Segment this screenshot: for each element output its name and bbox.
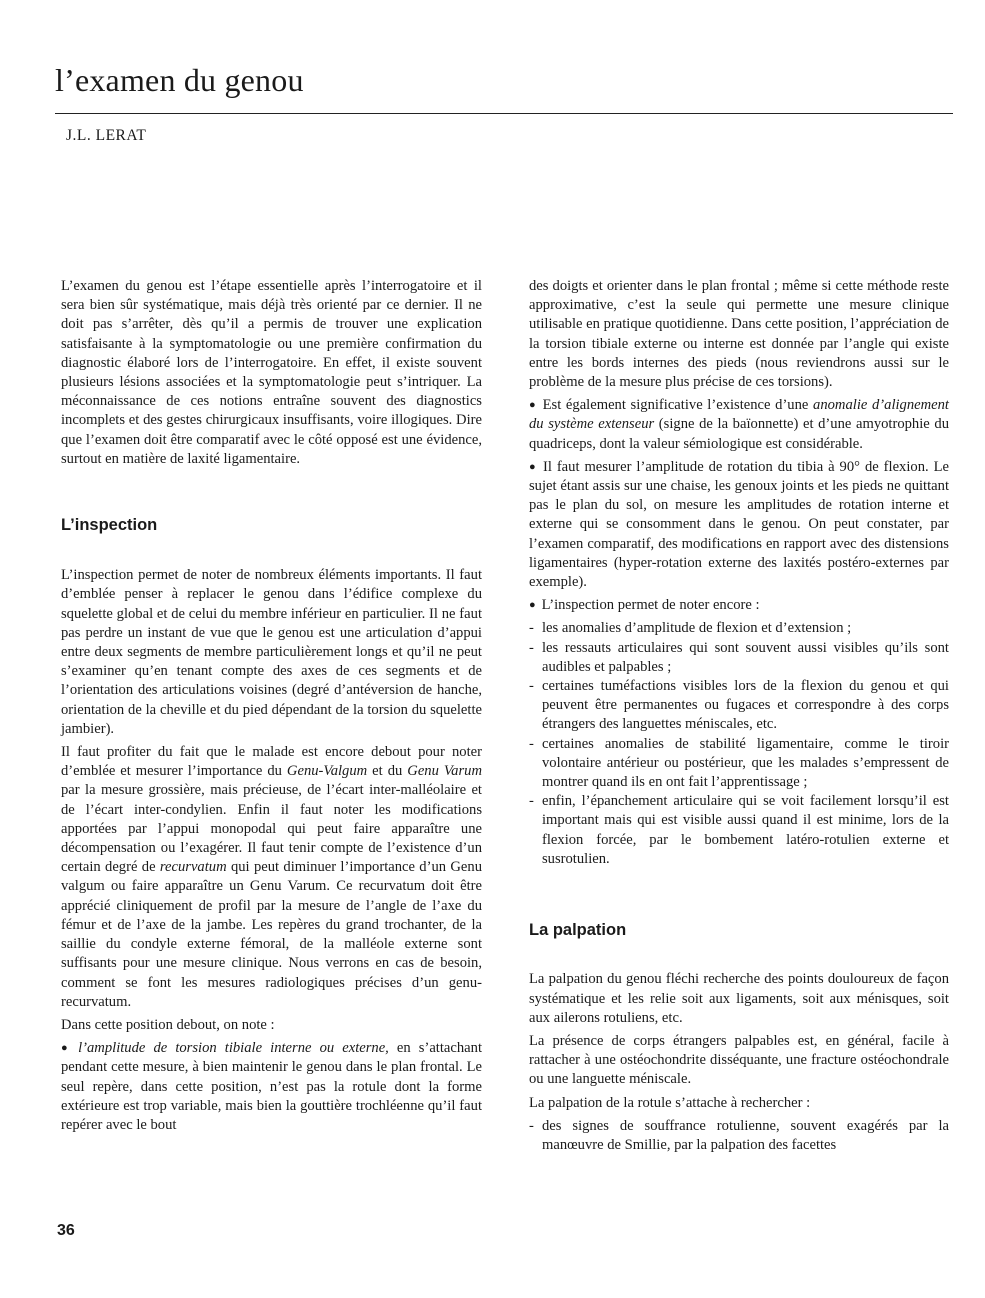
inspection-paragraph-3: Dans cette position debout, on note :	[61, 1016, 275, 1033]
palpation-paragraph-3: La palpation de la rotule s’attache à rechercher :	[529, 1094, 811, 1111]
title-rule	[55, 113, 953, 114]
palpation-paragraph-1: La palpation du genou fléchi recherche des points douloureux de façon systématique et les relie soit aux ligaments, soit aux ménisques, soit aux ailerons rotuliens, etc.	[529, 971, 949, 1026]
inspection-list	[529, 619, 949, 869]
inspection-paragraph-2: Il faut profiter du fait que le malade est encore debout pour noter d’emblée et mesurer l’importance du Genu-Valgum et du Genu Varum par la mesure grossière, mais précieuse, de l’écart inter-malléolaire et de l’écart inter-condylien. Enfin il faut noter les modifications apportées par l’appui monopodal qui peut faire apparaître une décompensation ou l’exagérer. Il faut tenir compte de l’existence d’un certain degré de recurvatum qui peut diminuer l’importance d’un Genu valgum ou faire apparaître un Genu Varum. Ce recurvatum doit être apprécié cliniquement de profil par la mesure de l’angle de l’axe du fémur et de l’axe de la jambe. Les repères du grand trochanter, de la saillie du condyle externe fémoral, de la malléole externe sont suffisants pour une mesure clinique. Nous verrons en cas de besoin, comment se font les mesures radiologiques précises d’un genu-recurvatum.	[61, 744, 483, 1010]
list-item: - les ressauts articulaires qui sont souvent aussi visibles qu’ils sont audibles et palpables ;	[529, 639, 949, 677]
left-column	[61, 277, 482, 1139]
list-item: - des signes de souffrance rotulienne, souvent exagérés par la manœuvre de Smillie, par la palpation des facettes	[529, 1117, 949, 1155]
intro-paragraph: L’examen du genou est l’étape essentielle après l’interrogatoire et il sera bien sûr systématique, mais déjà très orienté par ce dernier. Il ne doit pas s’arrêter, dès qu’il a permis de trouver une explication satisfaisante à la symptomatologie ou une première confirmation du diagnostic élaboré lors de l’interrogatoire. En effet, il existe souvent plusieurs lésions associées et la symptomatologie peut s’intriquer. La méconnaissance de ces notions entraîne souvent des diagnostics incomplets et des gestes chirurgicaux insuffisants, voire illogiques. Dire que l’examen doit être comparatif avec le côté opposé est une évidence, surtout en matière de laxité ligamentaire.	[61, 278, 482, 467]
bullet-paragraph-inspection-more: ● L’inspection permet de noter encore :	[529, 596, 949, 615]
right-column	[529, 277, 949, 1159]
list-item: - les anomalies d’amplitude de flexion et d’extension ;	[529, 619, 949, 638]
bullet-paragraph-alignment: ● Est également significative l’existence d’une anomalie d’alignement du système extenseur (signe de la baïonnette) et d’une amyotrophie du quadriceps, dont la valeur sémiologique est considérable.	[529, 396, 949, 454]
bullet-paragraph-rotation: ● Il faut mesurer l’amplitude de rotation du tibia à 90° de flexion. Le sujet étant assis sur une chaise, les genoux joints et les pieds ne quittant pas le plan du sol, on mesure les amplitudes de rotation interne et externe qui se consomment dans le genou. On peut constater, par l’examen comparatif, des modifications en rapport avec des distensions ligamentaires (hyper-rotation externe des laxités postéro-externes par exemple).	[529, 458, 949, 592]
list-item: - certaines anomalies de stabilité ligamentaire, comme le tiroir volontaire antérieur ou postérieur, que les malades s’empressent de montrer quand ils en ont fait l’apprentissage ;	[529, 735, 949, 793]
list-item: - enfin, l’épanchement articulaire qui se voit facilement lorsqu’il est important mais qui est visible aussi quand il est minime, lors de la flexion forcée, par le bombement latéro-rotulien externe et susrotulien.	[529, 792, 949, 869]
author: J.L. LERAT	[66, 127, 147, 144]
section-heading-palpation: La palpation	[529, 921, 627, 940]
inspection-paragraph-1: L’inspection permet de noter de nombreux éléments importants. Il faut d’emblée penser à replacer le genou dans l’édifice complexe du squelette global et de celui du membre inférieur en particulier. Il ne faut pas perdre un instant de vue que le genou est une articulation d’appui entre deux segments de membre particulièrement longs et qu’il ne peut s’examiner qu’en tenant compte des axes de ces segments et de l’orientation des articulations voisines (degré d’antéversion de hanche, orientation de la cheville et du pied dépendant de la torsion du squelette jambier).	[61, 567, 482, 737]
list-item: - certaines tuméfactions visibles lors de la flexion du genou et qui peuvent être permanentes ou fugaces et correspondre à des corps étrangers des languettes méniscales, etc.	[529, 677, 949, 735]
section-heading-inspection: L’inspection	[61, 516, 158, 535]
palpation-paragraph-2: La présence de corps étrangers palpables est, en général, facile à rattacher à une ostéochondrite disséquante, une fracture ostéochondrale ou une languette méniscale.	[529, 1032, 949, 1088]
palpation-list	[529, 1117, 949, 1155]
continued-paragraph: des doigts et orienter dans le plan frontal ; même si cette méthode reste approximative, c’est la seule qui permette une mesure clinique utilisable en pratique quotidienne. Dans cette position, l’appréciation de la torsion tibiale externe ou interne est donnée par l’angle qui existe entre les bords internes des pieds (nous reviendrons aussi sur le problème de la mesure plus précise de ces torsions).	[529, 278, 949, 391]
page-title: l’examen du genou	[55, 62, 304, 98]
page-number: 36	[57, 1222, 75, 1239]
bullet-paragraph-torsion: ● l’amplitude de torsion tibiale interne ou externe, en s’attachant pendant cette mesure, à bien maintenir le genou dans le plan frontal. Le seul repère, dans cette position, n’est pas la rotule dont la forme extérieure est trop variable, mais bien la gouttière trochléenne qu’il faut repérer avec le bout	[61, 1039, 482, 1135]
